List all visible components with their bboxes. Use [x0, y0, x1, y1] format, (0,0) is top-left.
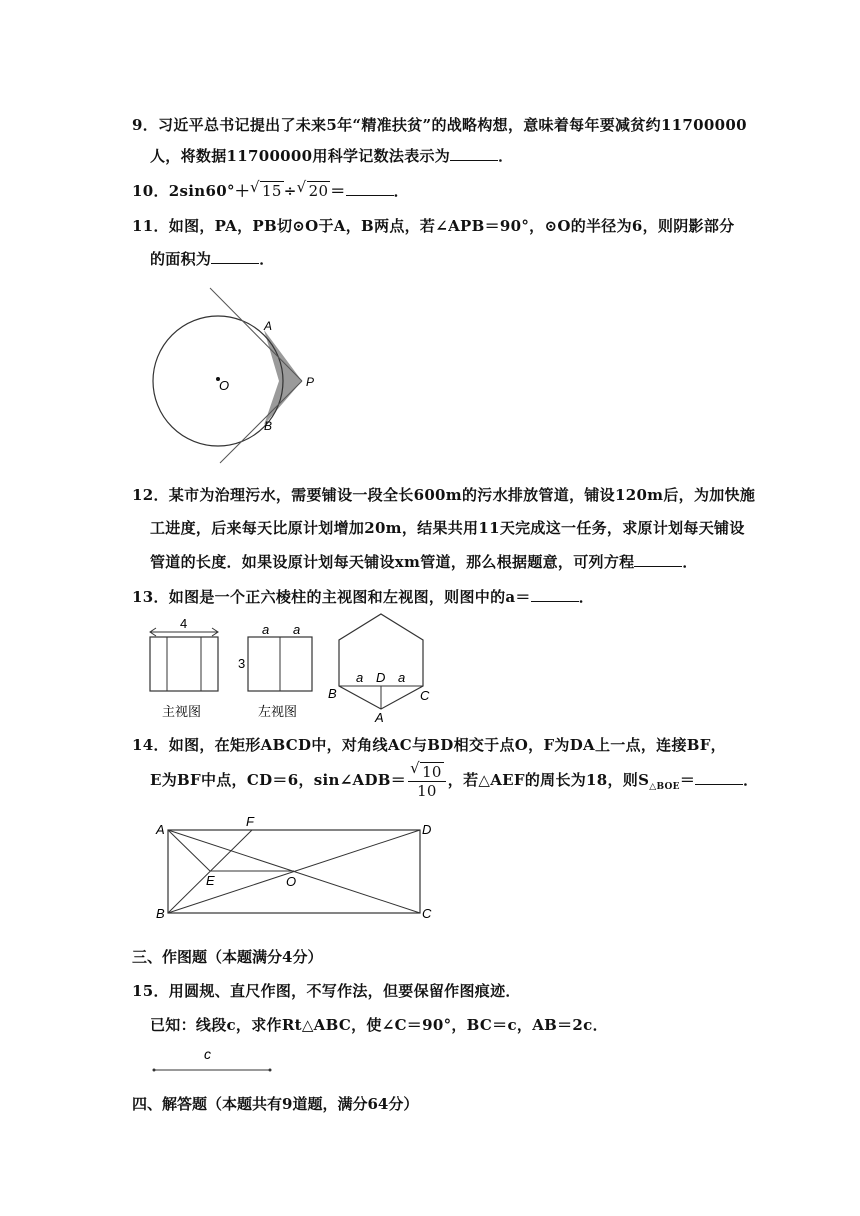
side-caption: 左视图 — [258, 704, 298, 719]
question-14-line2: E为BF中点，CD＝6，sin∠ADB＝ √ 10 10 ，若△AEF的周长为18，则$S_{\triangle BOE}=$ ． — [150, 759, 759, 800]
segment-endpoint-left — [153, 1069, 156, 1072]
side-height-label: 3 — [238, 656, 246, 671]
fraction-sqrt10-over-10: √ 10 10 — [408, 762, 446, 800]
answer-blank — [450, 146, 498, 161]
label-c: C — [422, 906, 432, 921]
hex-label-b: B — [328, 686, 337, 701]
label-d: D — [422, 822, 432, 837]
label-o: O — [286, 874, 297, 889]
section-3-heading: 三、作图题（本题满分4分） — [132, 948, 323, 966]
hex-label-a2: a — [398, 670, 406, 685]
section-4-heading: 四、解答题（本题共有9道题，满分64分） — [132, 1095, 419, 1113]
question-15-line2: 已知：线段c，求作Rt△ABC，使∠C＝90°，BC＝c，AB＝2c． — [150, 1016, 608, 1034]
question-number: 9． — [132, 116, 159, 134]
segment-label-c: c — [204, 1046, 211, 1062]
question-12-line2: 工进度，后来每天比原计划增加20m，结果共用11天完成这一任务，求原计划每天铺设 — [150, 519, 745, 537]
question-9-line2: 人，将数据11700000用科学记数法表示为 ． — [150, 147, 514, 165]
answer-blank — [695, 770, 743, 785]
question-12-line1: 12．某市为治理污水，需要铺设一段全长600m的污水排放管道，铺设120m后，为加快施 — [132, 486, 756, 504]
question-9-line1: 9．习近平总书记提出了未来5年“精准扶贫”的战略构想，意味着每年要减贫约11700000 — [132, 116, 747, 134]
side-dim-a1: a — [262, 622, 270, 637]
label-b: B — [156, 906, 165, 921]
hex-label-a1: a — [356, 670, 364, 685]
figure-rectangle-abcd — [150, 812, 440, 922]
label-a: A — [156, 822, 165, 837]
hex-label-d: D — [376, 670, 386, 685]
question-13: 13．如图是一个正六棱柱的主视图和左视图，则图中的a＝ ． — [132, 588, 595, 606]
question-number: 15． — [132, 982, 169, 1000]
tangent-pa — [210, 288, 302, 381]
question-number: 13． — [132, 588, 169, 606]
question-11-line2: 的面积为 ． — [150, 250, 275, 268]
question-11-line1: 11．如图，PA，PB切⊙O于A，B两点，若∠APB＝90°，⊙O的半径为6，则阴影部分 — [132, 217, 735, 235]
front-dim-label: 4 — [180, 616, 188, 631]
question-10: 10．2sin60°＋ √ 15 ÷ √ 20 ＝ ． — [132, 178, 409, 200]
side-dim-a2: a — [293, 622, 301, 637]
segment-endpoint-right — [269, 1069, 272, 1072]
question-number: 10． — [132, 182, 169, 200]
sqrt-15: √ 15 — [250, 178, 282, 200]
figure-circle-tangents — [140, 280, 340, 470]
segment-ae — [168, 830, 210, 871]
figure-hexagonal-prism-views — [140, 612, 450, 724]
question-14-line1: 14．如图，在矩形ABCD中，对角线AC与BD相交于点O，F为DA上一点，连接BF， — [132, 736, 726, 754]
question-15-line1: 15．用圆规、直尺作图，不写作法，但要保留作图痕迹． — [132, 982, 521, 1000]
figure-segment-c — [150, 1044, 280, 1076]
label-o: O — [219, 378, 230, 393]
label-b: B — [264, 419, 273, 433]
label-p: P — [306, 375, 315, 389]
hex-label-c: C — [420, 688, 430, 703]
label-f: F — [246, 814, 254, 829]
label-a: A — [264, 319, 273, 333]
tangent-pb — [220, 381, 302, 463]
label-e: E — [206, 873, 215, 888]
question-number: 11． — [132, 217, 169, 235]
answer-blank — [634, 552, 682, 567]
answer-blank — [211, 249, 259, 264]
question-number: 14． — [132, 736, 169, 754]
question-12-line3: 管道的长度．如果设原计划每天铺设xm管道，那么根据题意，可列方程 ． — [150, 553, 698, 571]
front-caption: 主视图 — [162, 704, 202, 719]
question-number: 12． — [132, 486, 169, 504]
answer-blank — [346, 181, 394, 196]
hex-label-a: A — [375, 710, 384, 725]
sqrt-20: √ 20 — [296, 178, 329, 200]
answer-blank — [531, 587, 579, 602]
front-view-rect — [150, 637, 218, 691]
